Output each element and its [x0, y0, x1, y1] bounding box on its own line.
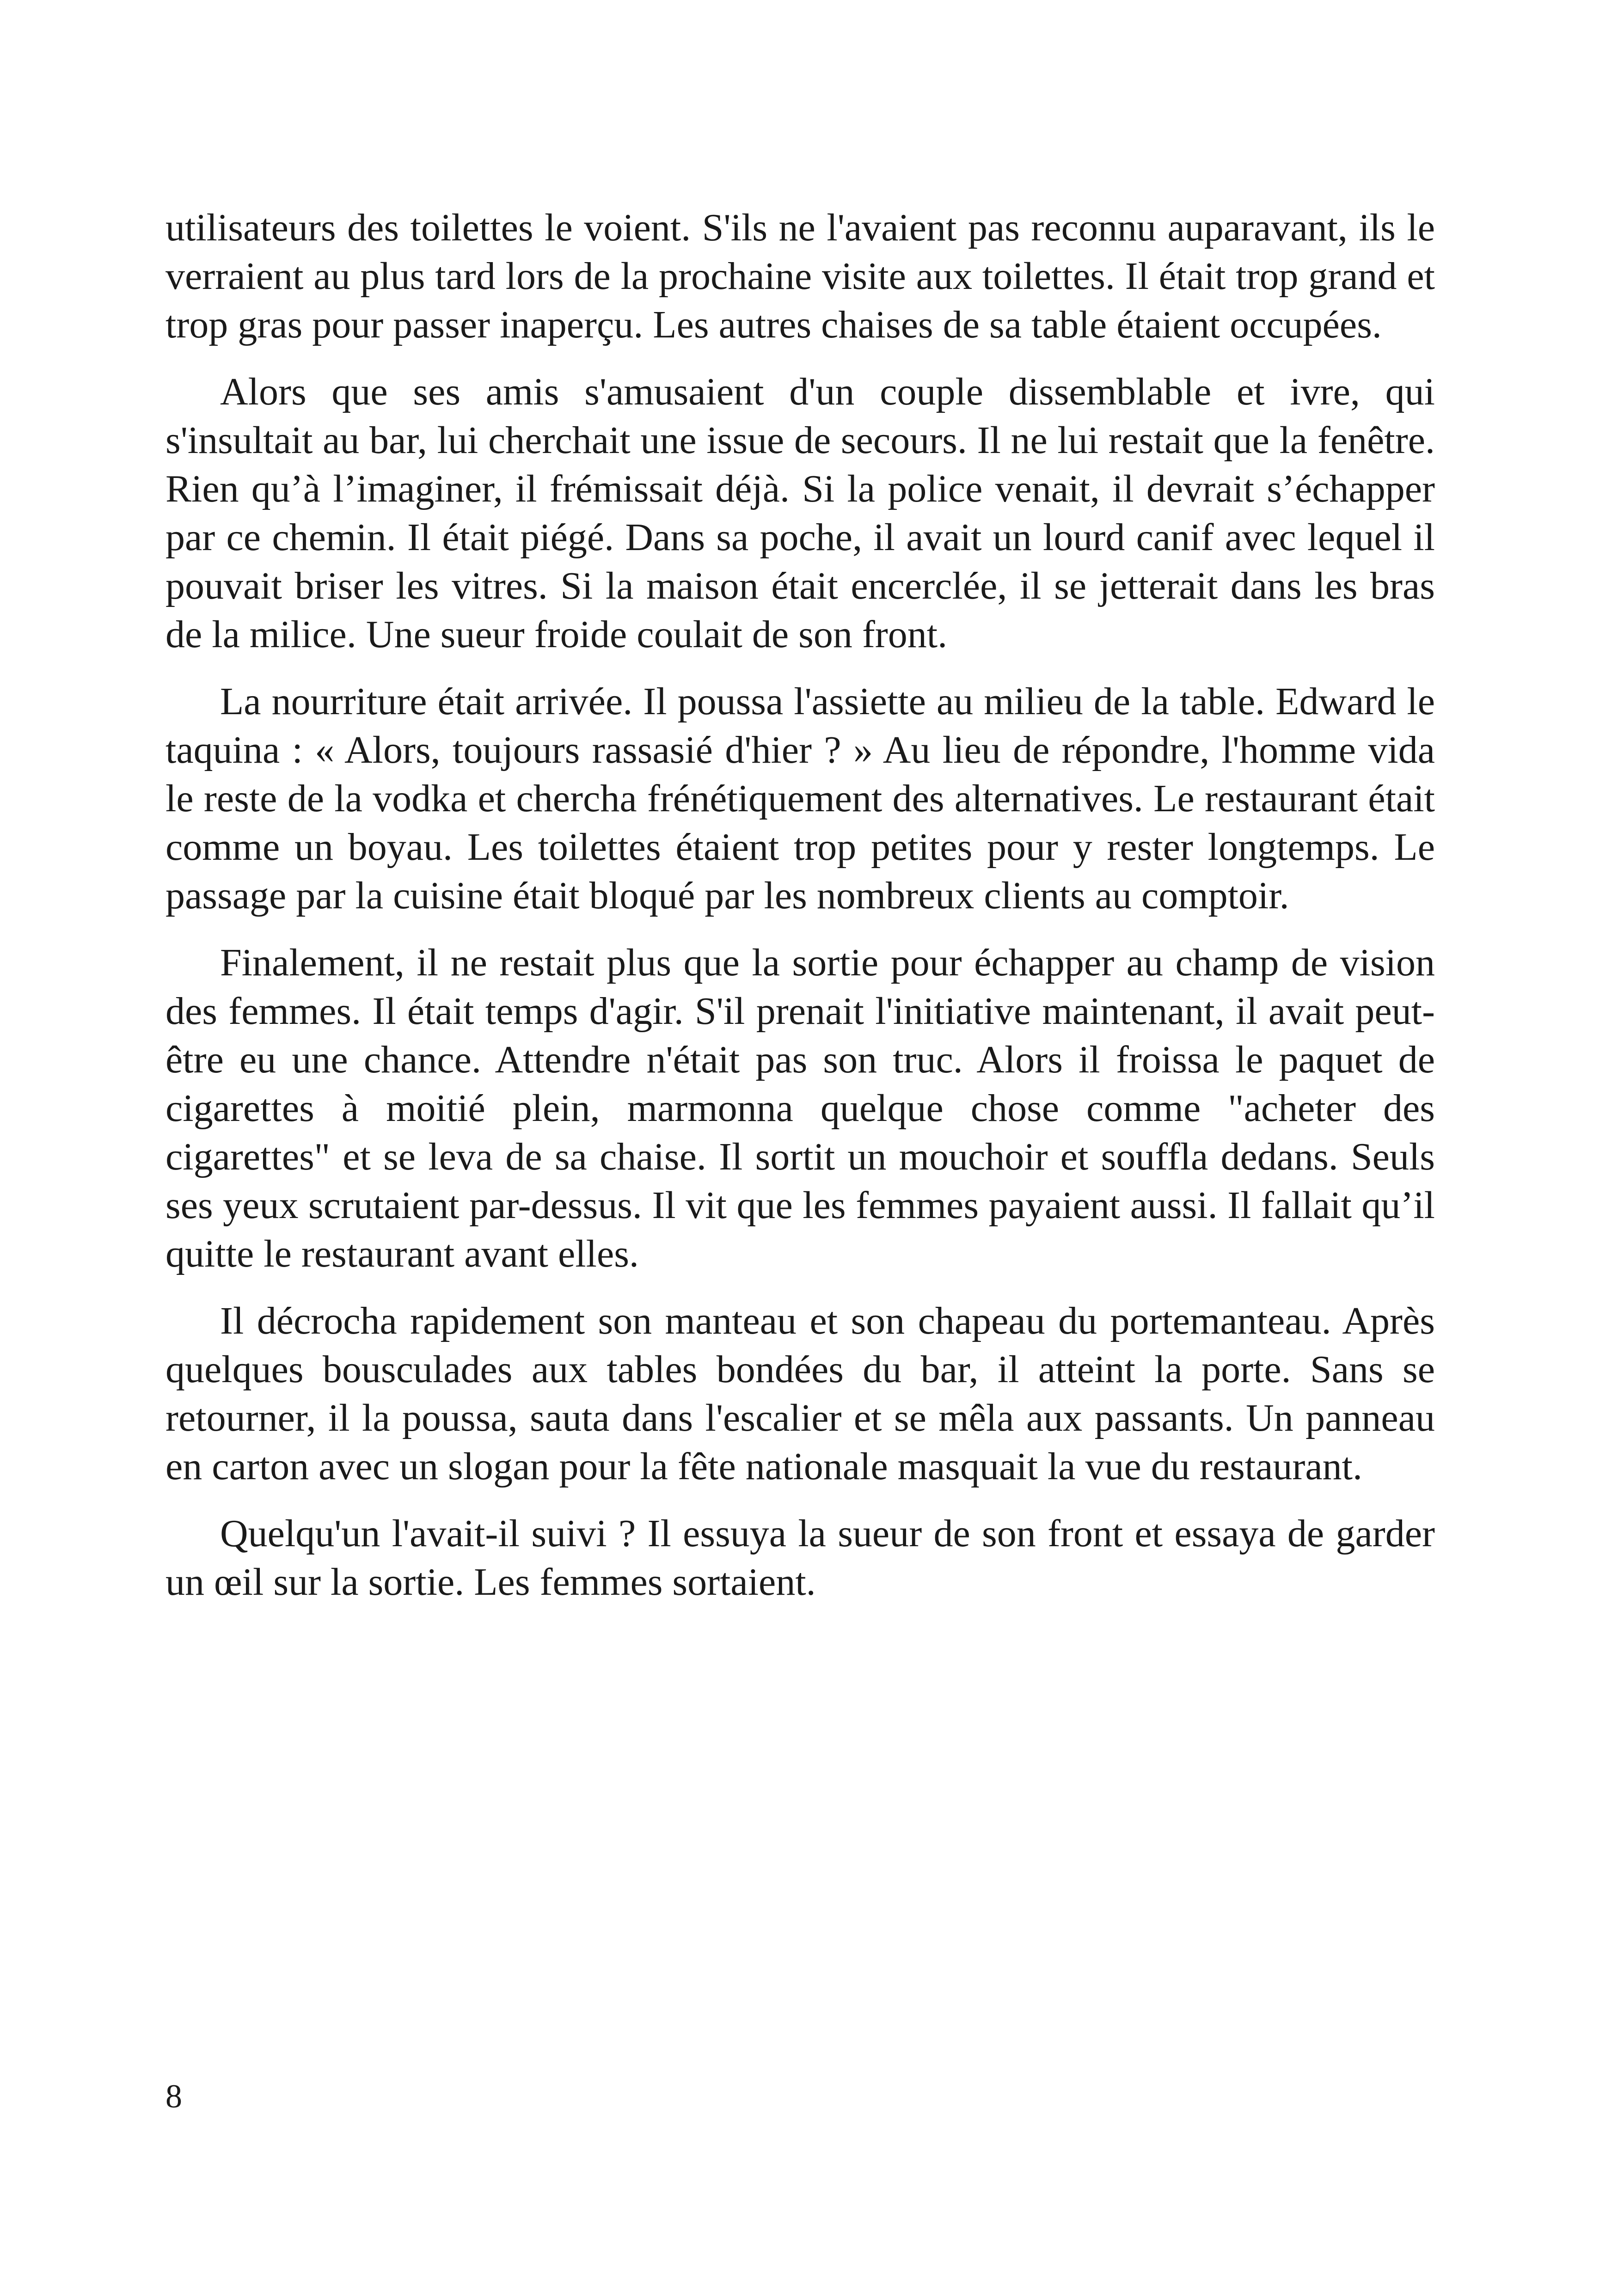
paragraph-3: La nourriture était arrivée. Il poussa l'assiette au milieu de la table. Edward le taquina : « Alors, toujours rassasié d'hier ? » Au lieu de répondre, l'homme vida le reste de la vodka et chercha frénétiquement des alternatives. Le restaurant était comme un boyau. Les toilettes étaient trop petites pour y rester longtemps. Le passage par la cuisine était bloqué par les nombreux clients au comptoir.: [165, 680, 1435, 917]
paragraph-2: Alors que ses amis s'amusaient d'un couple dissemblable et ivre, qui s'insultait au bar, lui cherchait une issue de secours. Il ne lui restait que la fenêtre. Rien qu’à l’imaginer, il frémissait déjà. Si la police venait, il devrait s’échapper par ce chemin. Il était piégé. Dans sa poche, il avait un lourd canif avec lequel il pouvait briser les vitres. Si la maison était encerclée, il se jetterait dans les bras de la milice. Une sueur froide coulait de son front.: [165, 370, 1435, 656]
paragraph-4: Finalement, il ne restait plus que la sortie pour échapper au champ de vision des femmes. Il était temps d'agir. S'il prenait l'initiative maintenant, il avait peut-être eu une chance. Attendre n'était pas son truc. Alors il froissa le paquet de cigarettes à moitié plein, marmonna quelque chose comme "acheter des cigarettes" et se leva de sa chaise. Il sortit un mouchoir et souffla dedans. Seuls ses yeux scrutaient par-dessus. Il vit que les femmes payaient aussi. Il fallait qu’il quitte le restaurant avant elles.: [165, 941, 1435, 1275]
paragraph-5: Il décrocha rapidement son manteau et son chapeau du portemanteau. Après quelques bousculades aux tables bondées du bar, il atteint la porte. Sans se retourner, il la poussa, sauta dans l'escalier et se mêla aux passants. Un panneau en carton avec un slogan pour la fête nationale masquait la vue du restaurant.: [165, 1299, 1435, 1488]
body-text: [165, 203, 1435, 1625]
page-number: 8: [165, 2078, 182, 2115]
paragraph-6: Quelqu'un l'avait-il suivi ? Il essuya la sueur de son front et essaya de garder un œil sur la sortie. Les femmes sortaient.: [165, 1512, 1435, 1604]
paragraph-1: utilisateurs des toilettes le voient. S'ils ne l'avaient pas reconnu auparavant, ils le verraient au plus tard lors de la prochaine visite aux toilettes. Il était trop grand et trop gras pour passer inaperçu. Les autres chaises de sa table étaient occupées.: [165, 206, 1435, 346]
